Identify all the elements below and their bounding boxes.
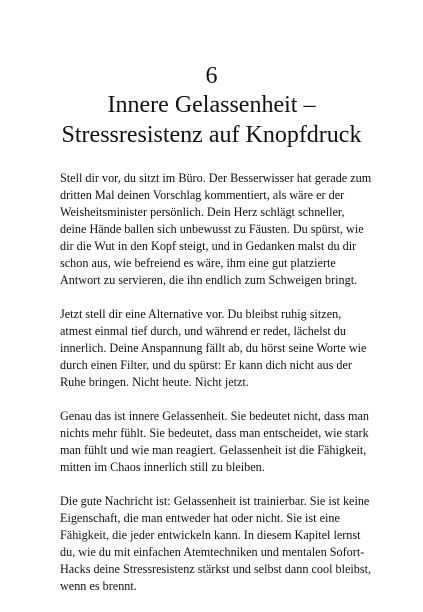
text-line: dir die Wut in den Kopf steigt, und in Gedanken malst du dir [60,239,357,253]
text-line: wenn es brennt. [60,579,137,593]
chapter-title-line: Innere Gelassenheit – [107,92,316,118]
text-line: Ruhe bringen. Nicht heute. Nicht jetzt. [60,375,249,389]
text-line: Weisheitsminister persönlich. Dein Herz schlägt schneller, [60,205,345,219]
text-line: Die gute Nachricht ist: Gelassenheit ist trainierbar. Sie ist keine [60,494,370,508]
text-line: dritten Mal deinen Vorschlag kommentiert, als wäre er der [60,188,345,202]
text-line: Genau das ist innere Gelassenheit. Sie bedeutet nicht, dass man [60,409,370,423]
text-line: atmest einmal tief durch, und während er redet, lächelst du [60,324,346,338]
text-line: innerlich. Deine Anspannung fällt ab, du hörst seine Worte wie [60,341,367,355]
body-paragraph [60,170,370,289]
text-line: Hacks deine Stressresistenz stärkst und selbst dann cool bleibst, [60,562,372,576]
text-line: durch einen Filter, und du spürst: Er kann dich nicht aus der [60,358,352,372]
text-line: deine Hände ballen sich unbewusst zu Fäusten. Du spürst, wie [60,222,364,236]
text-line: Fähigkeit, die jeder entwickeln kann. In diesem Kapitel lernst [60,528,361,542]
text-line: man fühlt und wie man reagiert. Gelassenheit ist die Fähigkeit, [60,443,367,457]
text-line: Jetzt stell dir eine Alternative vor. Du bleibst ruhig sitzen, [60,307,342,321]
chapter-title [0,90,423,150]
text-line: Stell dir vor, du sitzt im Büro. Der Besserwisser hat gerade zum [60,171,372,185]
text-line: nichts mehr fühlt. Sie bedeutet, dass man entscheidet, wie stark [60,426,369,440]
body-paragraph [60,408,370,476]
chapter-title-line: Stressresistenz auf Knopfdruck [61,122,362,148]
text-line: du, wie du mit einfachen Atemtechniken und mentalen Sofort- [60,545,365,559]
text-line: Antwort zu servieren, die ihn endlich zum Schweigen bringt. [60,273,358,287]
body-paragraph [60,493,370,595]
text-line: Eigenschaft, die man entweder hat oder nicht. Sie ist eine [60,511,340,525]
chapter-body [60,170,370,612]
chapter-number: 6 [205,63,218,89]
text-line: schon aus, wie befreiend es wäre, ihm eine gut platzierte [60,256,336,270]
body-paragraph [60,306,370,391]
text-line: mitten im Chaos innerlich still zu bleiben. [60,460,265,474]
